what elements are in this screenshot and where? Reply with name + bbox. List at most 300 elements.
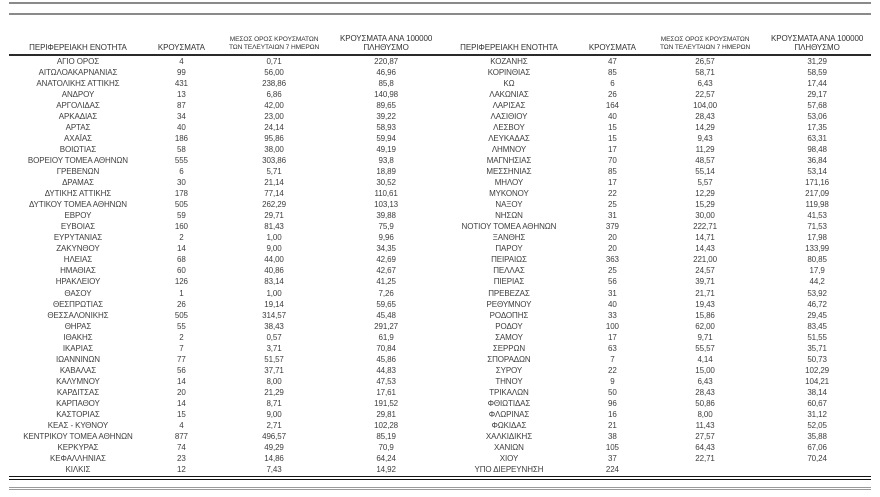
region-cell: ΑΓΙΟ ΟΡΟΣ [56, 56, 100, 66]
table-row [9, 189, 440, 200]
avg7-cell: 4,14 [697, 354, 713, 364]
avg7-cell: 15,86 [695, 310, 715, 320]
per100k-cell: 46,72 [807, 299, 827, 309]
per100k-cell: 44,83 [376, 365, 396, 375]
region-cell: ΛΑΣΙΘΙΟΥ [490, 111, 528, 121]
avg7-cell: 19,14 [264, 299, 284, 309]
avg7-cell: 8,00 [697, 410, 713, 420]
avg7-cell: 38,43 [264, 321, 284, 331]
table-row [9, 122, 440, 133]
region-cell: ΣΑΜΟΥ [495, 332, 523, 342]
cases-cell: 77 [177, 354, 186, 364]
avg7-cell: 48,57 [695, 155, 715, 165]
avg7-cell: 8,00 [266, 376, 282, 386]
cases-cell: 100 [605, 321, 619, 331]
cases-cell: 17 [608, 144, 617, 154]
table-body [9, 56, 871, 476]
cases-cell: 40 [177, 122, 186, 132]
per100k-cell: 85,19 [376, 432, 396, 442]
cases-cell: 31 [608, 211, 617, 221]
avg7-cell: 23,00 [264, 111, 284, 121]
per100k-cell: 63,31 [807, 133, 827, 143]
avg7-cell: 1,00 [266, 233, 282, 243]
cases-cell: 431 [174, 78, 188, 88]
per100k-cell: 71,53 [807, 222, 827, 232]
cases-cell: 505 [174, 200, 188, 210]
avg7-cell: 28,43 [695, 387, 715, 397]
per100k-cell: 93,8 [378, 155, 394, 165]
region-cell: ΚΟΖΑΝΗΣ [490, 56, 528, 66]
table-row [440, 365, 871, 376]
per100k-cell: 34,35 [376, 244, 396, 254]
region-cell: ΘΑΣΟΥ [64, 288, 92, 298]
header-region: ΠΕΡΙΦΕΡΕΙΑΚΗ ΕΝΟΤΗΤΑ [29, 43, 127, 52]
cases-cell: 60 [177, 266, 186, 276]
cases-cell: 70 [608, 155, 617, 165]
avg7-cell: 51,57 [264, 354, 284, 364]
table-row [9, 166, 440, 177]
table-row [440, 200, 871, 211]
table-row [9, 244, 440, 255]
cases-cell: 6 [179, 166, 184, 176]
region-cell: ΒΟΡΕΙΟΥ ΤΟΜΕΑ ΑΘΗΝΩΝ [27, 155, 128, 165]
avg7-cell: 29,71 [264, 211, 284, 221]
avg7-cell: 55,14 [695, 166, 715, 176]
table-row [440, 398, 871, 409]
region-cell: ΦΩΚΙΔΑΣ [491, 421, 527, 431]
per100k-cell: 80,85 [807, 255, 827, 265]
avg7-cell: 314,57 [262, 310, 286, 320]
region-cell: ΤΗΝΟΥ [495, 376, 523, 386]
table-row [9, 78, 440, 89]
region-cell: ΓΡΕΒΕΝΩΝ [56, 166, 100, 176]
avg7-cell: 42,00 [264, 100, 284, 110]
region-cell: ΡΟΔΟΠΗΣ [489, 310, 529, 320]
region-cell: ΚΑΛΥΜΝΟΥ [56, 376, 100, 386]
cases-cell: 17 [608, 332, 617, 342]
cases-cell: 22 [608, 189, 617, 199]
region-cell: ΚΟΡΙΝΘΙΑΣ [487, 67, 531, 77]
region-cell: ΛΗΜΝΟΥ [491, 144, 527, 154]
per100k-cell: 67,06 [807, 443, 827, 453]
cases-cell: 25 [608, 200, 617, 210]
table-row [440, 410, 871, 421]
cases-cell: 15 [608, 122, 617, 132]
cases-cell: 105 [605, 443, 619, 453]
per100k-cell: 75,9 [378, 222, 394, 232]
cases-cell: 13 [177, 89, 186, 99]
region-cell: ΒΟΙΩΤΙΑΣ [59, 144, 97, 154]
region-cell: ΜΗΛΟΥ [494, 178, 524, 188]
table-row [440, 310, 871, 321]
avg7-cell: 238,86 [262, 78, 286, 88]
table-row [9, 255, 440, 266]
cases-cell: 555 [174, 155, 188, 165]
avg7-cell: 11,29 [695, 144, 715, 154]
table-row [440, 421, 871, 432]
cases-cell: 25 [608, 266, 617, 276]
cases-cell: 31 [608, 288, 617, 298]
cases-cell: 12 [177, 465, 186, 475]
avg7-cell: 222,71 [693, 222, 717, 232]
avg7-cell: 21,14 [264, 178, 284, 188]
per100k-cell: 36,84 [807, 155, 827, 165]
per100k-cell: 14,92 [376, 465, 396, 475]
region-cell: ΚΕΑΣ - ΚΥΘΝΟΥ [47, 421, 109, 431]
region-cell: ΡΟΔΟΥ [495, 321, 523, 331]
cases-cell: 160 [174, 222, 188, 232]
table-row [9, 288, 440, 299]
table-row [9, 465, 440, 476]
region-cell: ΑΧΑΪΑΣ [63, 133, 92, 143]
per100k-cell: 45,48 [376, 310, 396, 320]
avg7-cell: 12,29 [695, 189, 715, 199]
avg7-cell: 6,43 [697, 376, 713, 386]
table-row [9, 89, 440, 100]
region-cell: ΛΕΥΚΑΔΑΣ [488, 133, 530, 143]
table-row [9, 100, 440, 111]
cases-cell: 37 [608, 454, 617, 464]
per100k-cell: 53,14 [807, 166, 827, 176]
cases-cell: 23 [177, 454, 186, 464]
cases-cell: 6 [610, 78, 615, 88]
region-cell: ΞΑΝΘΗΣ [492, 233, 526, 243]
cases-cell: 505 [174, 310, 188, 320]
table-row [440, 56, 871, 67]
region-cell: ΕΒΡΟΥ [64, 211, 92, 221]
per100k-cell: 110,61 [374, 189, 398, 199]
cases-cell: 20 [177, 387, 186, 397]
cases-cell: 58 [177, 144, 186, 154]
avg7-cell: 6,43 [697, 78, 713, 88]
avg7-cell: 55,57 [695, 343, 715, 353]
table-row [9, 365, 440, 376]
table-row [440, 111, 871, 122]
per100k-cell: 17,9 [809, 266, 825, 276]
avg7-cell: 14,29 [695, 122, 715, 132]
table-row [440, 244, 871, 255]
region-cell: ΑΝΑΤΟΛΙΚΗΣ ΑΤΤΙΚΗΣ [36, 78, 120, 88]
region-cell: ΛΑΚΩΝΙΑΣ [489, 89, 529, 99]
region-cell: ΣΥΡΟΥ [495, 365, 523, 375]
avg7-cell: 27,57 [695, 432, 715, 442]
table-row [9, 343, 440, 354]
per100k-cell: 171,16 [805, 178, 830, 188]
avg7-cell: 303,86 [262, 155, 286, 165]
table-row [440, 266, 871, 277]
region-cell: ΜΕΣΣΗΝΙΑΣ [486, 166, 532, 176]
avg7-cell: 37,71 [264, 365, 284, 375]
per100k-cell: 29,81 [376, 410, 396, 420]
cases-cell: 7 [179, 343, 184, 353]
avg7-cell: 9,00 [266, 244, 282, 254]
table-row [440, 443, 871, 454]
table-row [440, 432, 871, 443]
table-row [440, 100, 871, 111]
cases-cell: 14 [177, 376, 186, 386]
cases-cell: 2 [179, 332, 184, 342]
avg7-cell: 8,71 [266, 398, 282, 408]
table-row [440, 233, 871, 244]
per100k-cell: 39,88 [376, 211, 396, 221]
cases-cell: 87 [177, 100, 186, 110]
region-cell: ΦΛΩΡΙΝΑΣ [488, 410, 530, 420]
table-row [9, 200, 440, 211]
region-cell: ΣΠΟΡΑΔΩΝ [487, 354, 531, 364]
table-row [440, 144, 871, 155]
per100k-cell: 17,98 [807, 233, 827, 243]
table-row [9, 454, 440, 465]
header-7day-average: ΜΕΣΟΣ ΟΡΟΣ ΚΡΟΥΣΜΑΤΩΝ ΤΩΝ ΤΕΛΕΥΤΑΙΩΝ 7 ΗΜΕΡΩΝ [659, 36, 751, 51]
cases-cell: 99 [177, 67, 186, 77]
cases-cell: 56 [177, 365, 186, 375]
per100k-cell: 31,29 [807, 56, 827, 66]
cases-cell: 4 [179, 56, 184, 66]
region-cell: ΜΑΓΝΗΣΙΑΣ [486, 155, 532, 165]
table-row [440, 299, 871, 310]
cases-cell: 59 [177, 211, 186, 221]
per100k-cell: 41,25 [376, 277, 396, 287]
cases-cell: 74 [177, 443, 186, 453]
region-cell: ΗΡΑΚΛΕΙΟΥ [55, 277, 101, 287]
avg7-cell: 38,00 [264, 144, 284, 154]
avg7-cell: 15,29 [695, 200, 715, 210]
per100k-cell: 7,26 [378, 288, 394, 298]
table-row [440, 288, 871, 299]
avg7-cell: 0,71 [266, 56, 282, 66]
per100k-cell: 70,9 [378, 443, 394, 453]
per100k-cell: 49,19 [376, 144, 396, 154]
per100k-cell: 61,9 [378, 332, 394, 342]
table-row [9, 410, 440, 421]
per100k-cell: 217,09 [805, 189, 830, 199]
bottom-double-rule-gray [9, 487, 871, 491]
table-row [9, 111, 440, 122]
table-row [9, 233, 440, 244]
cases-cell: 14 [177, 244, 186, 254]
avg7-cell: 64,43 [695, 443, 715, 453]
per100k-cell: 98,48 [807, 144, 827, 154]
avg7-cell: 6,86 [266, 89, 282, 99]
region-cell: ΡΕΘΥΜΝΟΥ [486, 299, 532, 309]
per100k-cell: 42,67 [376, 266, 396, 276]
cases-cell: 224 [605, 465, 619, 475]
region-cell: ΚΕΡΚΥΡΑΣ [57, 443, 99, 453]
avg7-cell: 14,43 [695, 244, 715, 254]
region-cell: ΣΕΡΡΩΝ [492, 343, 526, 353]
per100k-cell: 17,61 [376, 387, 396, 397]
region-cell: ΔΡΑΜΑΣ [62, 178, 94, 188]
table-row [9, 354, 440, 365]
cases-cell: 363 [605, 255, 619, 265]
cases-cell: 21 [608, 421, 617, 431]
avg7-cell: 30,00 [695, 211, 715, 221]
table-row [440, 89, 871, 100]
region-cell: ΑΙΤΩΛΟΑΚΑΡΝΑΝΙΑΣ [38, 67, 118, 77]
avg7-cell: 49,29 [264, 443, 284, 453]
header-cases: ΚΡΟΥΣΜΑΤΑ [588, 43, 636, 52]
per100k-cell: 53,06 [807, 111, 827, 121]
avg7-cell: 58,71 [695, 67, 715, 77]
region-cell: ΚΑΡΠΑΘΟΥ [56, 398, 100, 408]
region-cell: ΝΑΞΟΥ [495, 200, 523, 210]
avg7-cell: 77,14 [264, 189, 284, 199]
region-cell: ΠΕΙΡΑΙΩΣ [491, 255, 527, 265]
regional-cases-table [9, 15, 871, 490]
cases-cell: 20 [608, 244, 617, 254]
avg7-cell: 5,71 [266, 166, 282, 176]
cases-cell: 4 [179, 421, 184, 431]
cases-cell: 68 [177, 255, 186, 265]
region-cell: ΔΥΤΙΚΟΥ ΤΟΜΕΑ ΑΘΗΝΩΝ [29, 200, 127, 210]
per100k-cell: 9,96 [378, 233, 394, 243]
table-header [9, 15, 871, 54]
table-row [440, 332, 871, 343]
cases-cell: 38 [608, 432, 617, 442]
table-left-half [9, 56, 440, 476]
table-row [440, 255, 871, 266]
cases-cell: 126 [174, 277, 188, 287]
table-row [9, 211, 440, 222]
table-row [440, 211, 871, 222]
per100k-cell: 70,24 [807, 454, 827, 464]
table-row [440, 78, 871, 89]
per100k-cell: 59,65 [376, 299, 396, 309]
cases-cell: 47 [608, 56, 617, 66]
table-row [440, 465, 871, 476]
table-row [440, 222, 871, 233]
per100k-cell: 17,44 [807, 78, 827, 88]
table-row [9, 421, 440, 432]
per100k-cell: 102,29 [805, 365, 830, 375]
avg7-cell: 21,29 [264, 387, 284, 397]
avg7-cell: 19,43 [695, 299, 715, 309]
avg7-cell: 2,71 [266, 421, 282, 431]
region-cell: ΚΕΝΤΡΙΚΟΥ ΤΟΜΕΑ ΑΘΗΝΩΝ [23, 432, 133, 442]
cases-cell: 7 [610, 354, 615, 364]
avg7-cell: 95,86 [264, 133, 284, 143]
per100k-cell: 42,69 [376, 255, 396, 265]
region-cell: ΠΙΕΡΙΑΣ [493, 277, 525, 287]
avg7-cell: 14,71 [695, 233, 715, 243]
avg7-cell: 1,00 [266, 288, 282, 298]
table-right-half [440, 56, 871, 476]
per100k-cell: 70,84 [376, 343, 396, 353]
table-row [9, 144, 440, 155]
region-cell: ΘΕΣΠΡΩΤΙΑΣ [52, 299, 103, 309]
table-row [9, 67, 440, 78]
avg7-cell: 83,14 [264, 277, 284, 287]
table-row [9, 266, 440, 277]
table-row [440, 454, 871, 465]
cases-cell: 26 [608, 89, 617, 99]
region-cell: ΤΡΙΚΑΛΩΝ [489, 387, 529, 397]
top-rule-1 [9, 2, 871, 4]
per100k-cell: 191,52 [374, 398, 399, 408]
avg7-cell: 28,43 [695, 111, 715, 121]
cases-cell: 55 [177, 321, 186, 331]
region-cell: ΚΙΛΚΙΣ [65, 465, 91, 475]
header-region: ΠΕΡΙΦΕΡΕΙΑΚΗ ΕΝΟΤΗΤΑ [460, 43, 558, 52]
cases-cell: 877 [174, 432, 188, 442]
region-cell: ΧΙΟΥ [499, 454, 519, 464]
table-row [440, 321, 871, 332]
region-cell: ΝΟΤΙΟΥ ΤΟΜΕΑ ΑΘΗΝΩΝ [461, 222, 557, 232]
avg7-cell: 44,00 [264, 255, 284, 265]
avg7-cell: 56,00 [264, 67, 284, 77]
per100k-cell: 85,8 [378, 78, 394, 88]
per100k-cell: 47,53 [376, 376, 396, 386]
region-cell: ΠΕΛΛΑΣ [493, 266, 525, 276]
per100k-cell: 39,22 [376, 111, 396, 121]
cases-cell: 40 [608, 299, 617, 309]
per100k-cell: 17,35 [807, 122, 827, 132]
per100k-cell: 104,21 [805, 376, 830, 386]
per100k-cell: 29,45 [807, 310, 827, 320]
region-cell: ΖΑΚΥΝΘΟΥ [56, 244, 100, 254]
region-cell: ΥΠΟ ΔΙΕΡΕΥΝΗΣΗ [474, 465, 544, 475]
region-cell: ΚΕΦΑΛΛΗΝΙΑΣ [50, 454, 106, 464]
avg7-cell: 3,71 [266, 343, 282, 353]
cases-cell: 30 [177, 178, 186, 188]
avg7-cell: 81,43 [264, 222, 284, 232]
cases-cell: 379 [605, 222, 619, 232]
table-row [440, 189, 871, 200]
cases-cell: 14 [177, 398, 186, 408]
region-cell: ΙΩΑΝΝΙΝΩΝ [55, 354, 100, 364]
per100k-cell: 44,2 [809, 277, 825, 287]
per100k-cell: 220,87 [374, 56, 399, 66]
per100k-cell: 52,05 [807, 421, 827, 431]
cases-cell: 186 [174, 133, 188, 143]
cases-cell: 26 [177, 299, 186, 309]
per100k-cell: 291,27 [374, 321, 399, 331]
table-row [9, 432, 440, 443]
per100k-cell: 18,89 [376, 166, 396, 176]
cases-cell: 40 [608, 111, 617, 121]
region-cell: ΘΕΣΣΑΛΟΝΙΚΗΣ [47, 310, 109, 320]
region-cell: ΑΝΔΡΟΥ [61, 89, 95, 99]
table-row [440, 178, 871, 189]
per100k-cell: 31,12 [807, 410, 827, 420]
region-cell: ΦΘΙΩΤΙΔΑΣ [487, 398, 531, 408]
avg7-cell: 0,57 [266, 332, 282, 342]
region-cell: ΛΕΣΒΟΥ [493, 122, 525, 132]
avg7-cell: 21,71 [695, 288, 715, 298]
table-row [440, 376, 871, 387]
cases-cell: 85 [608, 67, 617, 77]
per100k-cell: 89,65 [376, 100, 396, 110]
region-cell: ΕΥΡΥΤΑΝΙΑΣ [53, 233, 103, 243]
region-cell: ΔΥΤΙΚΗΣ ΑΤΤΙΚΗΣ [44, 189, 112, 199]
region-cell: ΑΡΚΑΔΙΑΣ [58, 111, 98, 121]
cases-cell: 33 [608, 310, 617, 320]
per100k-cell: 102,28 [374, 421, 399, 431]
bottom-double-rule-black [9, 476, 871, 480]
region-cell: ΝΗΣΩΝ [495, 211, 523, 221]
table-row [440, 67, 871, 78]
avg7-cell: 15,00 [695, 365, 715, 375]
per100k-cell: 103,13 [374, 200, 399, 210]
table-row [9, 222, 440, 233]
table-row [9, 155, 440, 166]
per100k-cell: 38,14 [807, 387, 827, 397]
per100k-cell: 64,24 [376, 454, 396, 464]
per100k-cell: 60,67 [807, 398, 827, 408]
avg7-cell: 50,86 [695, 398, 715, 408]
table-row [9, 56, 440, 67]
region-cell: ΗΛΕΙΑΣ [63, 255, 93, 265]
